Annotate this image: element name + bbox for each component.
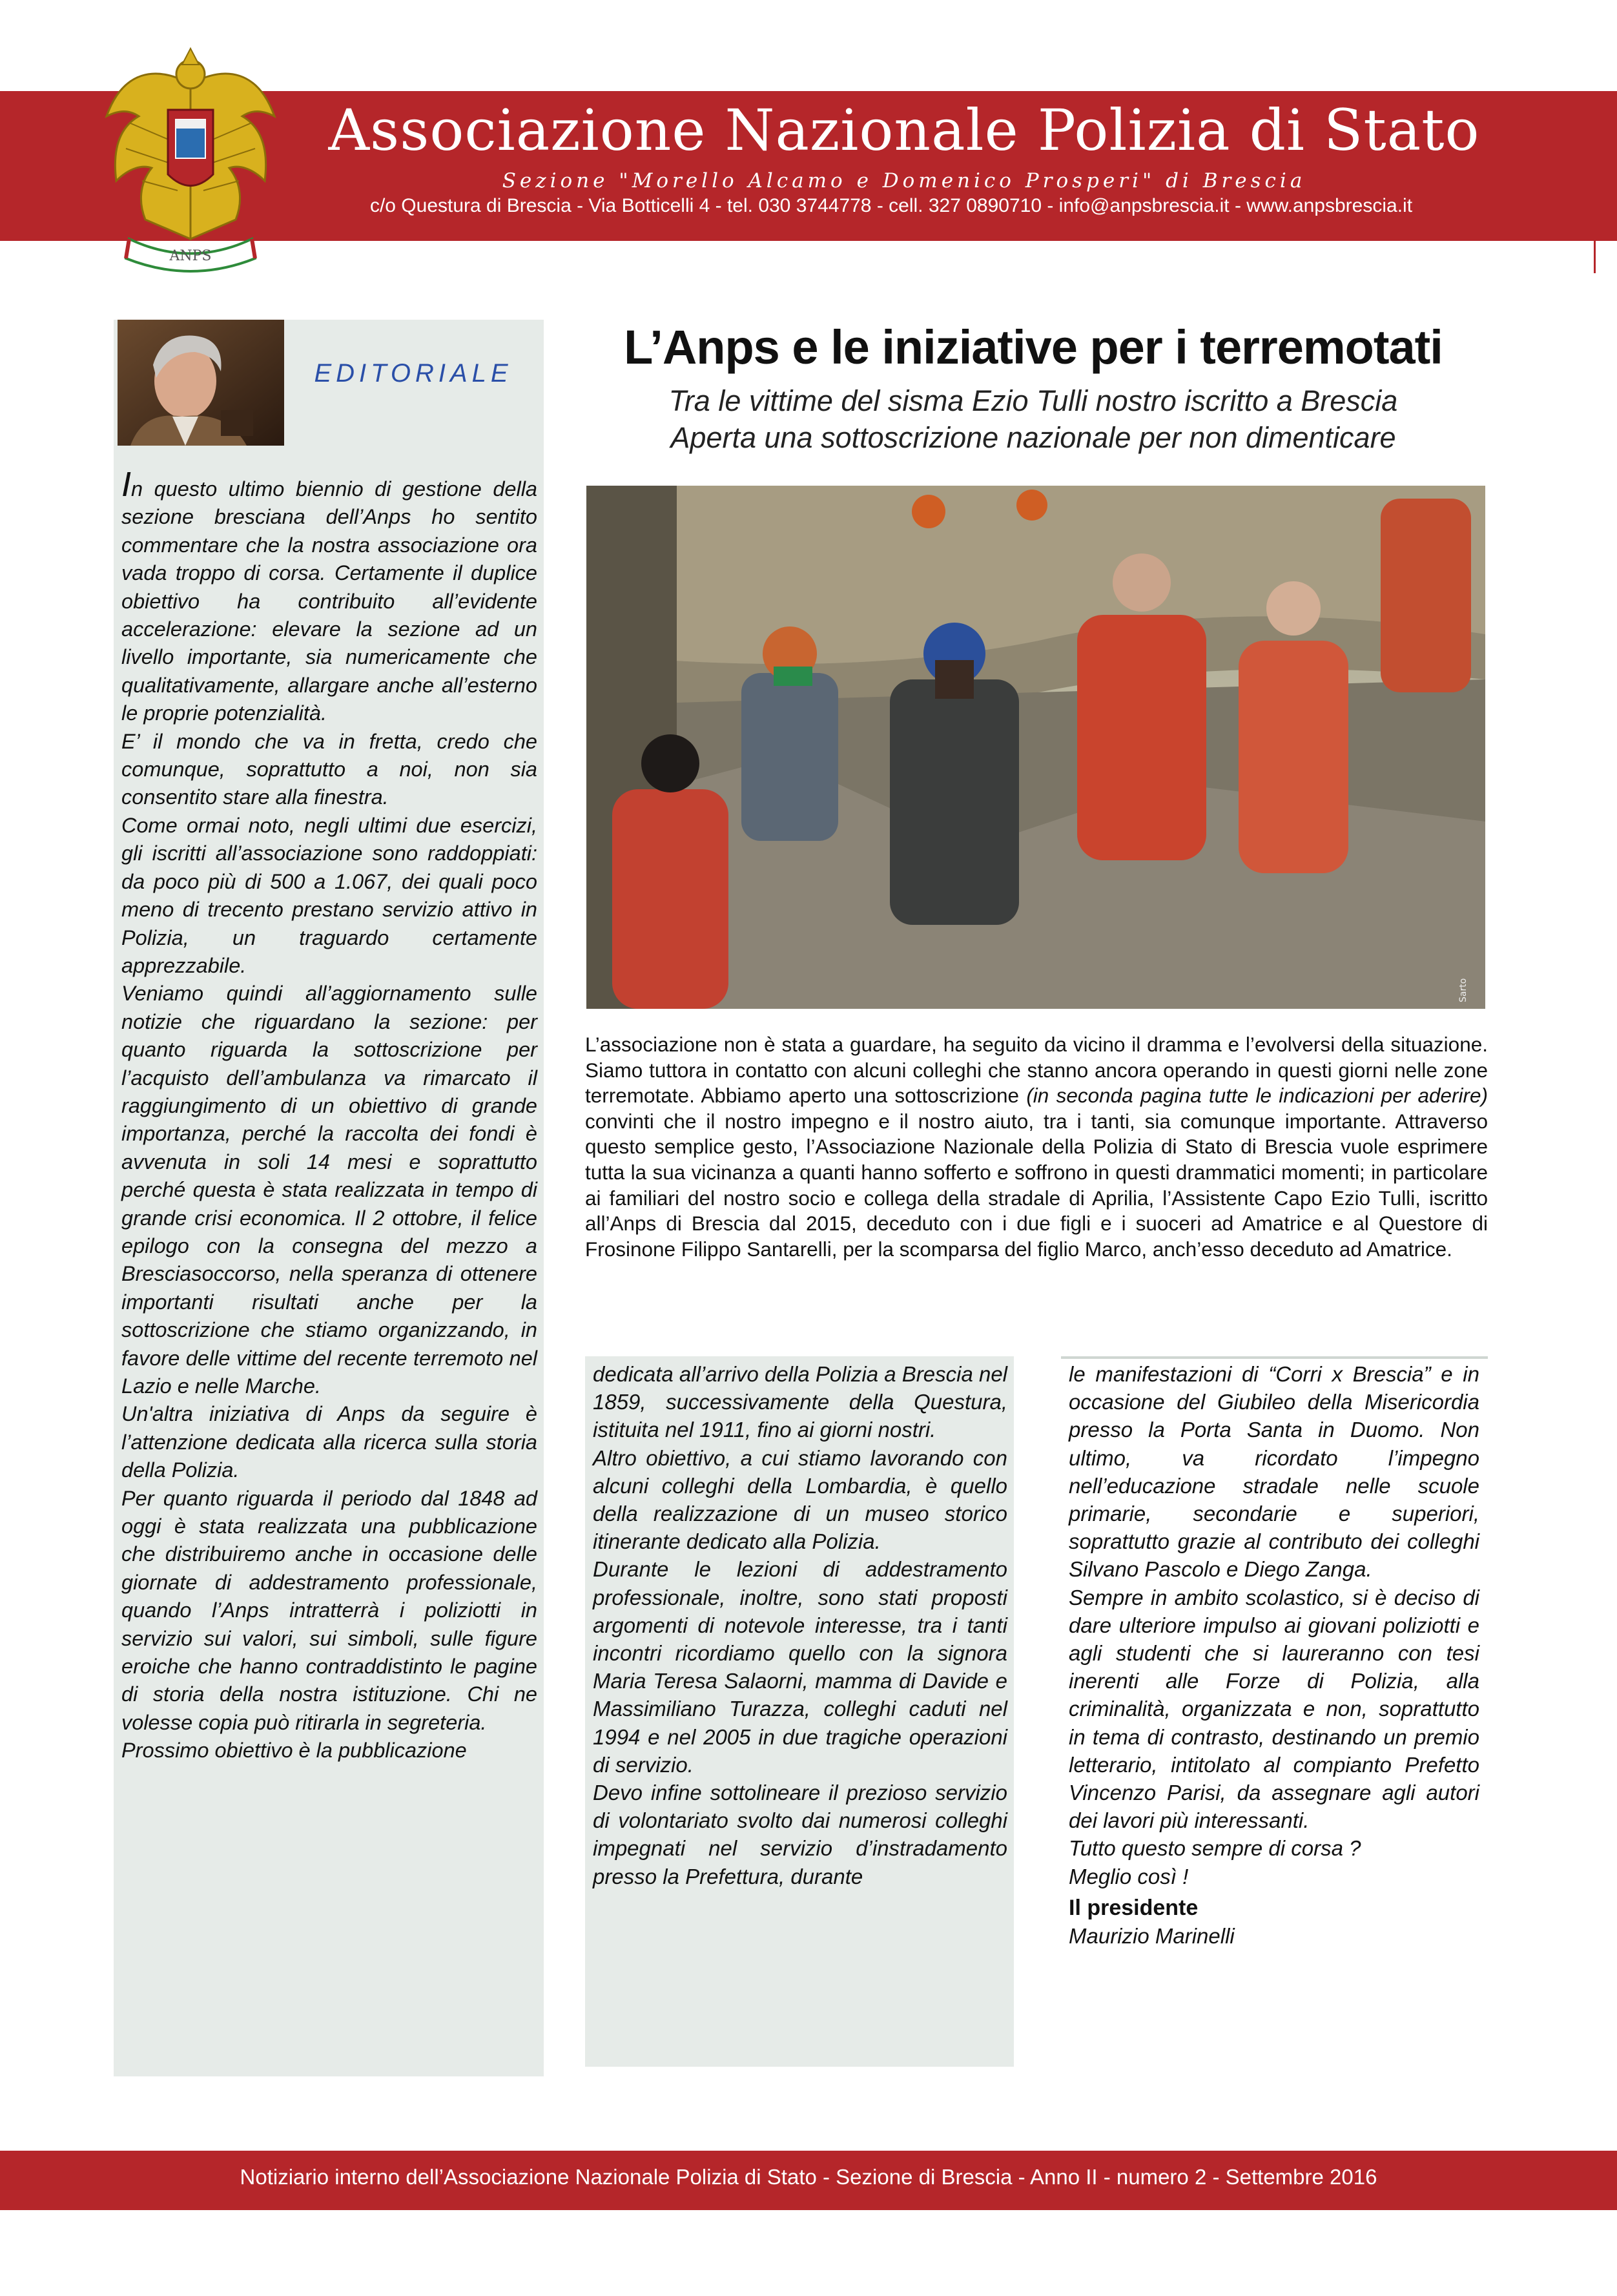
editorial-label: EDITORIALE: [314, 359, 513, 388]
column-2-body: [593, 1360, 1007, 2064]
header-corner-mark: [1594, 241, 1596, 273]
section-subtitle: Sezione "Morello Alcamo e Domenico Prosperi" di Brescia: [502, 169, 1306, 192]
contact-line: c/o Questura di Brescia - Via Botticelli 4 - tel. 030 3744778 - cell. 327 0890710 - info@anpsbrescia.it - www.anpsbrescia.it: [369, 195, 1413, 216]
editorial-body: [121, 465, 537, 2067]
editorial-paragraph: E’ il mondo che va in fretta, credo che comunque, soprattutto a noi, non sia consentito stare alla finestra.: [121, 729, 537, 809]
column-paragraph: Devo infine sottolineare il prezioso servizio di volontariato svolto dai numerosi colleghi impegnati nel servizio d’instradamento presso la Prefettura, durante: [593, 1781, 1007, 1888]
editorial-dropcap: I: [121, 465, 132, 504]
column-paragraph: Meglio così !: [1069, 1864, 1189, 1888]
anps-crest-logo: [103, 45, 278, 278]
subhead-line: Aperta una sottoscrizione nazionale per non dimenticare: [670, 421, 1396, 454]
column-paragraph: Durante le lezioni di addestramento professionale, inoltre, sono stati proposti argomenti di notevole interesse, tra i tanti incontri ricordiamo quello con la signora Maria Teresa Salaorni, mamma di Davide e Massimiliano Turazza, colleghi caduti nel 1994 e nel 2005 in due tragiche operazioni di servizio.: [593, 1557, 1007, 1777]
column-paragraph: Sempre in ambito scolastico, si è deciso di dare ulteriore impulso ai giovani poliziotti e agli studenti che si laureranno con tesi inerenti alle Forze di Polizia, alla criminalità, organizzata e non, soprattutto in tema di contrasto, destinando un premio letterario, intitolato al compianto Prefetto Vincenzo Parisi, da assegnare agli autori dei lavori più interessanti.: [1069, 1585, 1479, 1833]
author-portrait: [118, 320, 284, 446]
column-paragraph: Tutto questo sempre di corsa ?: [1069, 1836, 1361, 1861]
footer-text: Notiziario interno dell’Associazione Nazionale Polizia di Stato - Sezione di Brescia - Anno II - numero 2 - Settembre 2016: [240, 2165, 1377, 2189]
editorial-paragraph: In questo ultimo biennio di gestione della sezione bresciana dell’Anps ho sentito commentare che la nostra associazione ora vada troppo di corsa. Certamente il duplice obiettivo ha contribuito all’evidente accelerazione: elevare la sezione ad un livello importante, sia numericamente che qualitativamente, allargare anche all’esterno le proprie potenzialità.: [121, 465, 537, 725]
subhead-line: Tra le vittime del sisma Ezio Tulli nostro iscritto a Brescia: [668, 384, 1398, 417]
article-headline: L’Anps e le iniziative per i terremotati: [624, 320, 1443, 374]
earthquake-rescue-photo: [586, 486, 1485, 1009]
lead-italic-note: (in seconda pagina tutte le indicazioni per aderire): [1026, 1084, 1488, 1108]
column-paragraph: Altro obiettivo, a cui stiamo lavorando con alcuni colleghi della Lombardia, è quello della realizzazione di un museo storico itinerante dedicato alla Polizia.: [593, 1445, 1007, 1554]
article-subhead: [581, 382, 1485, 466]
column-paragraph: le manifestazioni di “Corri x Brescia” e in occasione del Giubileo della Misericordia presso la Porta Santa in Duomo. Non ultimo, va ricordato l’impegno nell’educazione stradale nelle scuole primarie, secondarie e superiori, soprattutto grazie al contributo dei colleghi Silvano Pascolo e Diego Zanga.: [1069, 1362, 1479, 1582]
editorial-paragraph: Veniamo quindi all’aggiornamento sulle notizie che riguardano la sezione: per quanto riguarda la sottoscrizione per l’acquisto dell’ambulanza va rimarcato il raggiungimento di un obiettivo di grande importanza, perché la raccolta dei fondi è avvenuta in soli 14 mesi e soprattutto perché questa è stata realizzata in tempo di grande crisi economica. Il 2 ottobre, il felice epilogo con la consegna del mezzo a Bresciasoccorso, nella speranza di ottenere importanti risultati anche per la sottoscrizione che stiamo organizzando, in favore delle vittime del recente terremoto nel Lazio e nelle Marche.: [121, 982, 537, 1398]
editorial-paragraph: Per quanto riguarda il periodo dal 1848 ad oggi è stata realizzata una pubblicazione che distribuiremo anche in occasione delle giornate di addestramento professionale, quando l’Anps intratterrà i poliziotti in servizio sui valori, sui simboli, sulle figure eroiche che hanno contraddistinto le pagine di storia della nostra istituzione. Chi ne volesse copia può ritirarla in segreteria.: [121, 1486, 537, 1734]
photo-credit: Sarto: [1458, 978, 1468, 1002]
column-3-body: [1069, 1360, 1479, 2064]
organization-title: Associazione Nazionale Polizia di Stato: [328, 97, 1480, 163]
editorial-paragraph: Un'altra iniziativa di Anps da seguire è l’attenzione dedicata alla ricerca sulla storia della Polizia.: [121, 1402, 537, 1482]
column-paragraph: dedicata all’arrivo della Polizia a Brescia nel 1859, successivamente della Questura, istituita nel 1911, fino ai giorni nostri.: [593, 1362, 1008, 1442]
crest-ribbon-text: ANPS: [169, 248, 212, 264]
editorial-paragraph: Prossimo obiettivo è la pubblicazione: [121, 1739, 467, 1763]
article-lead: L’associazione non è stata a guardare, ha seguito da vicino il dramma e l’evolversi della situazione. Siamo tuttora in contatto con alcuni colleghi che stanno ancora operando in questi giorni nelle zone terremotate. Abbiamo aperto una sottoscrizione (in seconda pagina tutte le indicazioni per aderire) convinti che il nostro impegno e il nostro aiuto, tra i tanti, sia comunque importante. Attraverso questo semplice gesto, l’Associazione Nazionale della Polizia di Stato di Brescia vuole esprimere tutta la sua vicinanza a quanti hanno sofferto e soffrono in questi drammatici momenti; in particolare ai familiari del nostro socio e collega della stradale di Aprilia, l’Assistente Capo Ezio Tulli, iscritto all’Anps di Brescia dal 2015, deceduto con i due figli e i suoceri ad Amatrice e al Questore di Frosinone Filippo Santarelli, per la scomparsa del figlio Marco, anch’esso deceduto ad Amatrice.: [585, 1033, 1488, 1261]
signature-title: Il presidente: [1069, 1895, 1199, 1920]
editorial-paragraph: Come ormai noto, negli ultimi due esercizi, gli iscritti all’associazione sono raddoppiati: da poco più di 500 a 1.067, dei quali poco meno di trecento prestano servizio attivo in Polizia, un traguardo certamente apprezzabile.: [121, 813, 537, 977]
signature-name: Maurizio Marinelli: [1069, 1924, 1235, 1949]
